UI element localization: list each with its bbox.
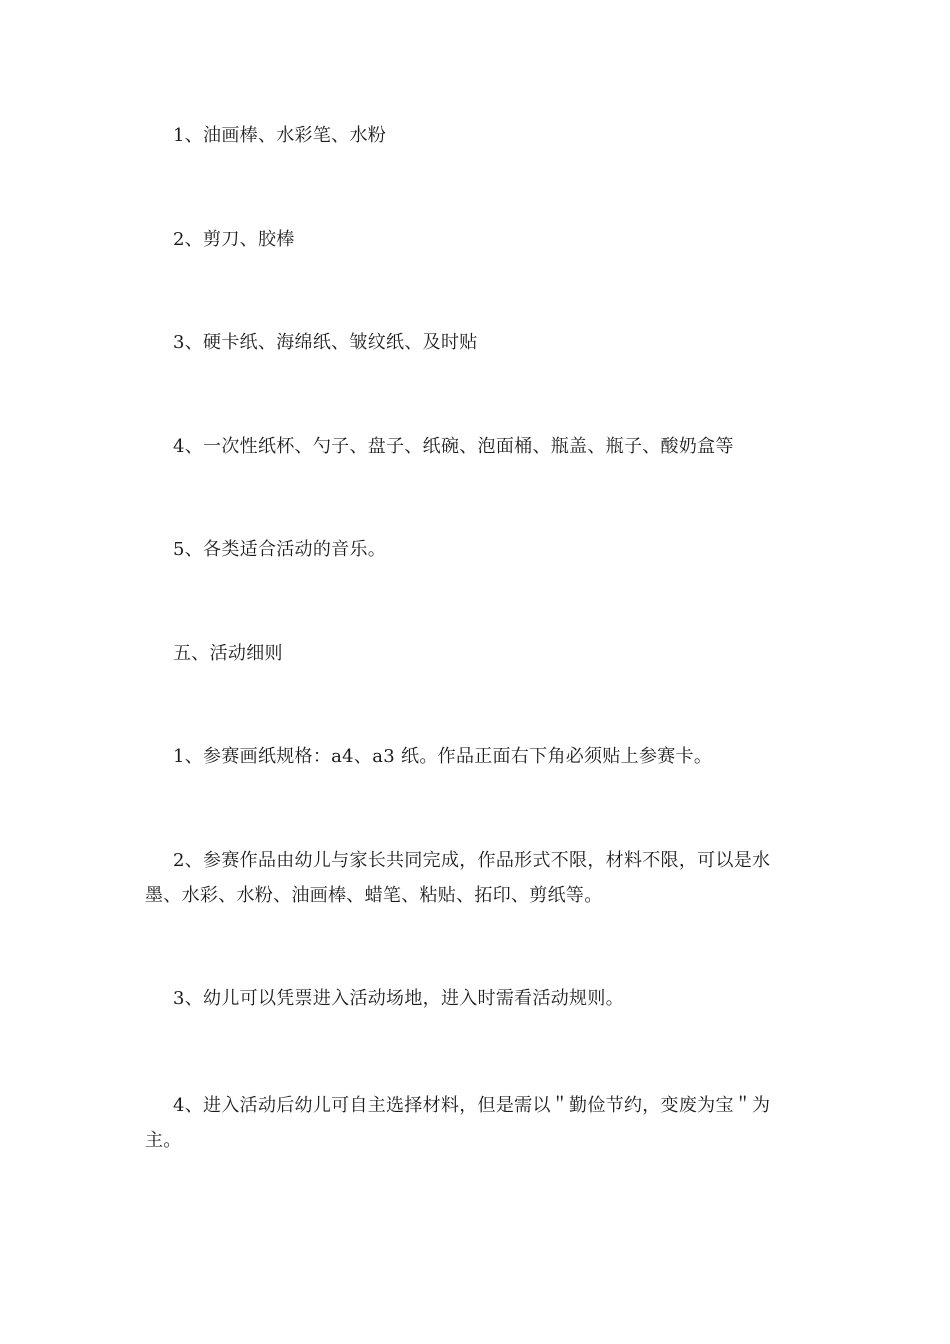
rule-item-3: 3、幼儿可以凭票进入活动场地，进入时需看活动规则。 [173,988,624,1009]
materials-item-3: 3、硬卡纸、海绵纸、皱纹纸、及时贴 [173,332,478,353]
materials-item-1: 1、油画棒、水彩笔、水粉 [173,125,387,146]
materials-item-5: 5、各类适合活动的音乐。 [173,539,387,560]
materials-item-2: 2、剪刀、胶棒 [173,229,295,250]
section-heading-activity-rules: 五、活动细则 [173,643,283,664]
rule-item-2: 2、参赛作品由幼儿与家长共同完成，作品形式不限，材料不限，可以是水墨、水彩、水粉、油画棒、蜡笔、粘贴、拓印、剪纸等。 [145,850,771,906]
rule-item-1: 1、参赛画纸规格：a4、a3 纸。作品正面右下角必须贴上参赛卡。 [173,746,713,767]
rule-item-4: 4、进入活动后幼儿可自主选择材料，但是需以＂勤俭节约，变废为宝＂为主。 [145,1095,771,1151]
materials-item-4: 4、一次性纸杯、勺子、盘子、纸碗、泡面桶、瓶盖、瓶子、酸奶盒等 [173,436,734,457]
